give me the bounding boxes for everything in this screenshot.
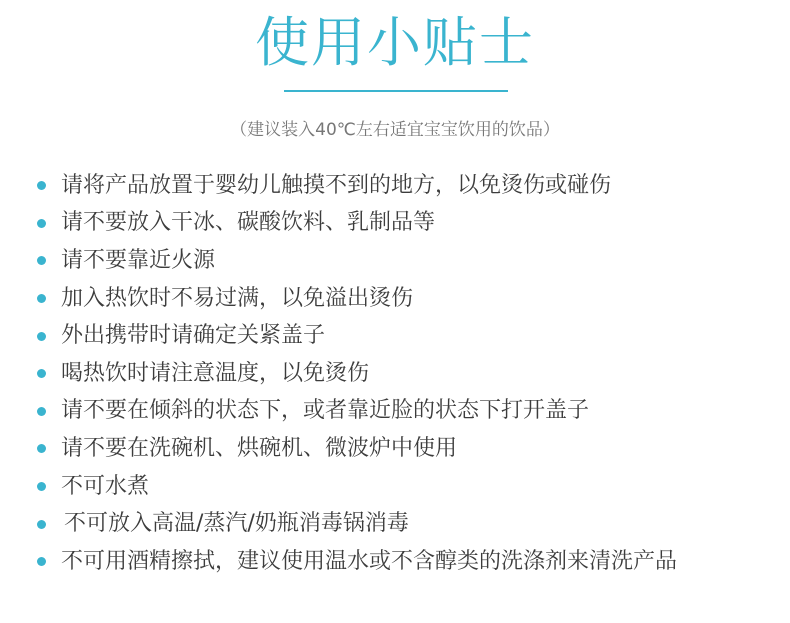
dot-bullet-icon	[37, 557, 46, 566]
list-item	[0, 242, 790, 280]
tip-text: 请不要在洗碗机、烘碗机、微波炉中使用	[61, 435, 458, 461]
tip-text: 请不要靠近火源	[61, 247, 216, 273]
tip-text: 请将产品放置于婴幼儿触摸不到的地方，以免烫伤或碰伤	[61, 172, 612, 198]
dot-bullet-icon	[37, 520, 46, 529]
list-item	[0, 505, 790, 543]
list-item	[0, 468, 790, 506]
dot-bullet-icon	[37, 219, 46, 228]
list-item	[0, 430, 790, 468]
page-subtitle: （建议装入40℃左右适宜宝宝饮用的饮品）	[230, 120, 560, 140]
list-item	[0, 355, 790, 393]
list-item	[0, 167, 790, 205]
tip-text: 请不要放入干冰、碳酸饮料、乳制品等	[61, 210, 436, 236]
list-item	[0, 543, 790, 581]
tip-text: 不可放入高温/蒸汽/奶瓶消毒锅消毒	[64, 511, 409, 537]
tips-list	[0, 167, 790, 581]
dot-bullet-icon	[37, 482, 46, 491]
list-item	[0, 393, 790, 431]
dot-bullet-icon	[37, 294, 46, 303]
dot-bullet-icon	[37, 444, 46, 453]
dot-bullet-icon	[37, 407, 46, 416]
dot-bullet-icon	[37, 332, 46, 341]
tip-text: 加入热饮时不易过满，以免溢出烫伤	[61, 285, 414, 311]
tip-text: 不可水煮	[61, 473, 150, 499]
tip-text: 喝热饮时请注意温度，以免烫伤	[61, 360, 370, 386]
dot-bullet-icon	[37, 181, 46, 190]
tip-text: 不可用酒精擦拭，建议使用温水或不含醇类的洗涤剂来清洗产品	[61, 548, 678, 574]
page-title: 使用小贴士	[255, 11, 535, 74]
dot-bullet-icon	[37, 256, 46, 265]
tip-text: 外出携带时请确定关紧盖子	[61, 323, 326, 349]
dot-bullet-icon	[37, 369, 46, 378]
list-item	[0, 205, 790, 243]
list-item	[0, 280, 790, 318]
title-divider	[284, 90, 508, 92]
list-item	[0, 317, 790, 355]
tip-text: 请不要在倾斜的状态下，或者靠近脸的状态下打开盖子	[61, 398, 590, 424]
